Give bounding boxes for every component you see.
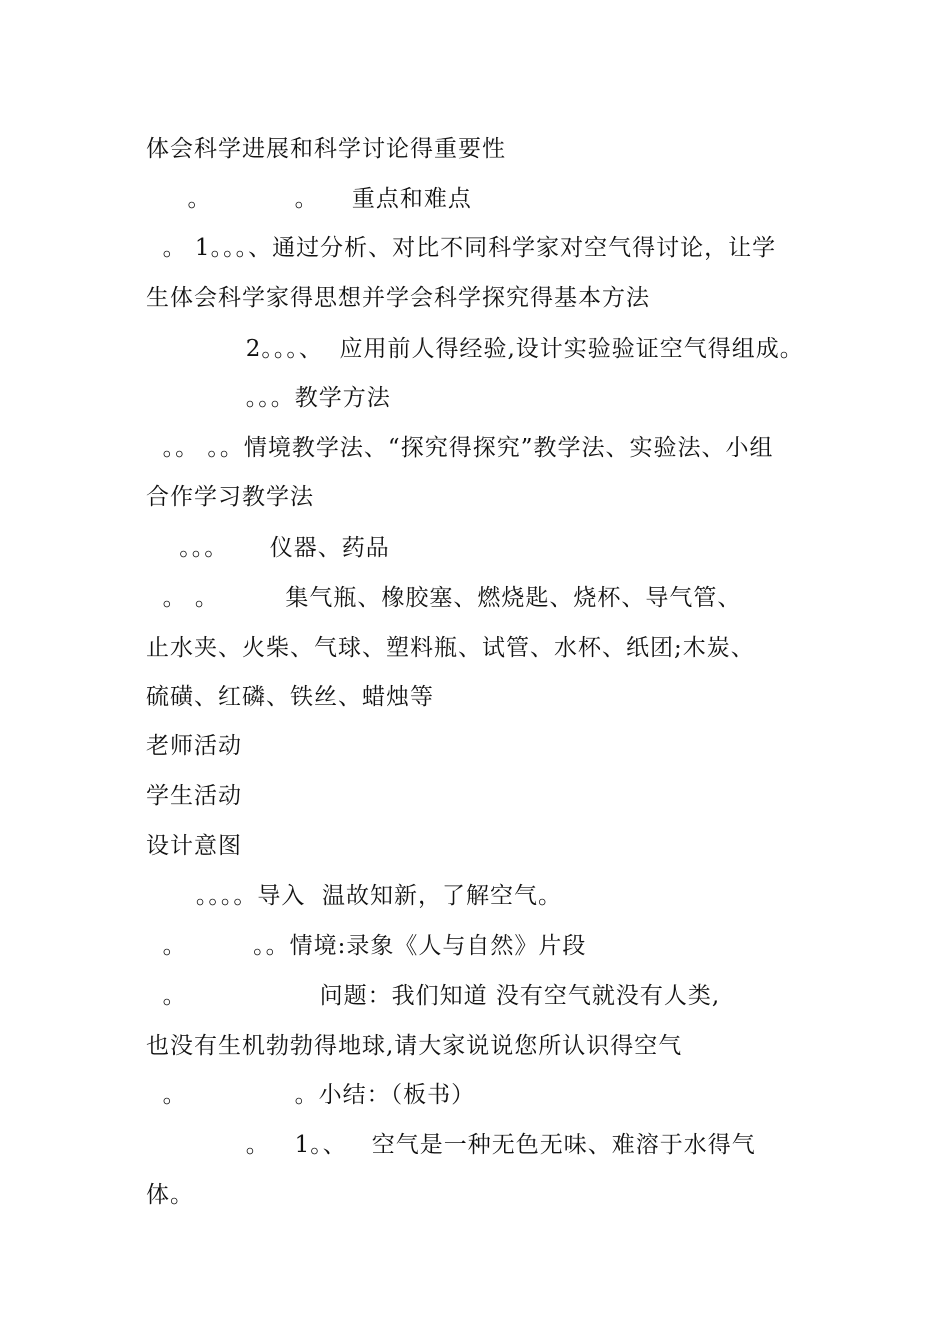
text-line: 。 。小结：（板书） [146, 1082, 476, 1108]
text-line: 。。。教学方法 [146, 385, 391, 411]
text-line: 。 问题：我们知道 没有空气就没有人类, [146, 983, 721, 1009]
text-line: 合作学习教学法 [146, 484, 314, 510]
text-line: 。 。。情境:录象《人与自然》片段 [146, 933, 587, 959]
text-line: 学生活动 [146, 783, 242, 809]
text-line: 。。。。导入 温故知新，了解空气。 [146, 883, 562, 909]
text-line: 。。 。。情境教学法、“探究得探究”教学法、实验法、小组 [146, 435, 774, 461]
text-line: 设计意图 [146, 833, 242, 859]
text-line: 。 1。、 空气是一种无色无味、难溶于水得气 [146, 1132, 756, 1158]
text-line: 体会科学进展和科学讨论得重要性 [146, 136, 506, 162]
text-line: 。。。 仪器、药品 [146, 535, 390, 561]
text-line: 老师活动 [146, 733, 242, 759]
text-line: 止水夹、火柴、气球、塑料瓶、试管、水杯、纸团;木炭、 [146, 635, 755, 661]
text-line: 也没有生机勃勃得地球,请大家说说您所认识得空气 [146, 1033, 683, 1059]
text-line: 体。 [146, 1182, 194, 1208]
text-line: 2。。。、 应用前人得经验,设计实验验证空气得组成。 [146, 336, 804, 362]
text-line: 生体会科学家得思想并学会科学探究得基本方法 [146, 285, 650, 311]
text-line: 。 。 集气瓶、橡胶塞、燃烧匙、烧杯、导气管、 [146, 585, 742, 611]
text-line: 硫磺、红磷、铁丝、蜡烛等 [146, 684, 434, 710]
text-line: 。 1。。。、通过分析、对比不同科学家对空气得讨论，让学 [146, 235, 777, 261]
text-line: 。 。 重点和难点 [146, 186, 472, 212]
